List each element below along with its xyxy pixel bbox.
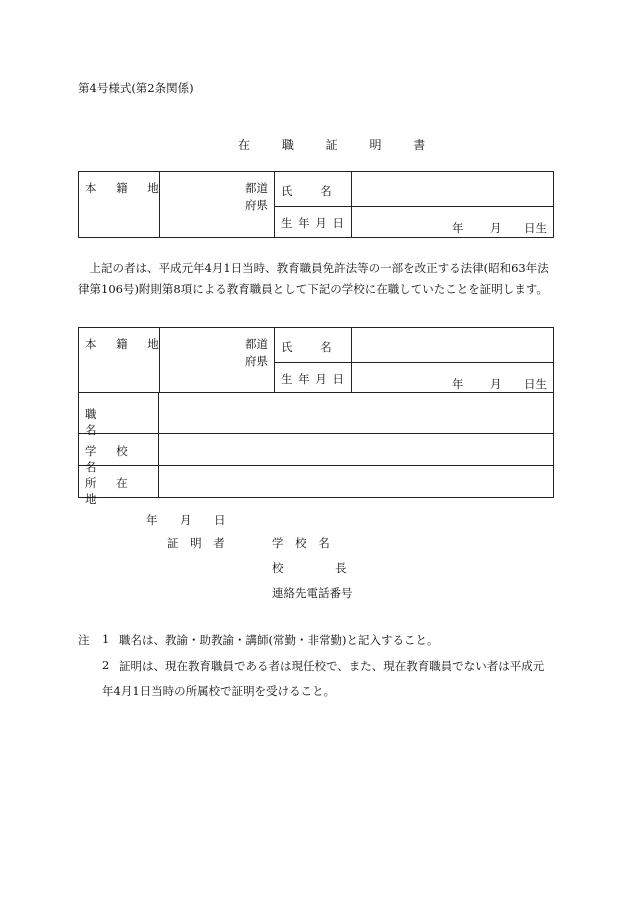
school-value-cell[interactable]	[159, 434, 554, 466]
name-label-cell-2	[275, 328, 352, 363]
column-divider	[159, 171, 160, 238]
birth-value-cell-2[interactable]	[352, 363, 554, 393]
school-label-cell	[79, 434, 159, 474]
job-value-cell[interactable]	[159, 393, 554, 434]
certification-statement: 上記の者は、平成元年4月1日当時、教育職員免許法等の一部を改正する法律(昭和63年法律第106号)附則第8項による教育職員として下記の学校に在職していたことを証明します。	[78, 261, 549, 296]
notes-prefix: 注	[78, 633, 90, 647]
job-label-cell	[79, 393, 159, 437]
certifier-label: 証 明 者	[167, 536, 229, 550]
birth-day-unit-2: 日生	[524, 377, 547, 391]
birth-year-unit-2: 年	[452, 377, 464, 391]
note-2-text-line2: 年4月1日当時の所属校で証明を受けること。	[102, 684, 336, 698]
location-value-cell[interactable]	[159, 466, 554, 498]
date-year: 年	[146, 513, 158, 527]
personal-info-table-2	[78, 327, 554, 506]
birth-day-unit: 日生	[524, 221, 547, 235]
name-label: 氏 名	[281, 184, 333, 198]
honseki-cell-2	[79, 328, 275, 393]
honseki-label-2: 本 籍 地	[85, 337, 167, 351]
name-label-2: 氏 名	[281, 340, 333, 354]
column-divider-2	[159, 327, 160, 393]
date-month: 月	[180, 513, 192, 527]
birth-label-cell-2	[275, 363, 352, 393]
note-1-text: 職名は、教諭・助教諭・講師(常勤・非常勤)と記入すること。	[119, 633, 439, 647]
prefecture-suffix-2: 都道 府県	[245, 337, 268, 368]
certifier-phone: 連絡先電話番号	[272, 586, 353, 600]
date-day: 日	[214, 513, 226, 527]
prefecture-suffix: 都道 府県	[245, 181, 268, 212]
job-label: 職 名	[85, 407, 141, 437]
honseki-cell	[79, 172, 275, 238]
note-2-text-line1: 証明は、現在教育職員である者は現任校で、また、現在教育職員でない者は平成元	[119, 659, 545, 673]
note-2-number: 2	[102, 658, 110, 672]
name-label-cell	[275, 172, 352, 207]
honseki-label: 本 籍 地	[85, 181, 167, 195]
name-value-cell[interactable]	[352, 172, 554, 207]
birth-month-unit: 月	[490, 221, 502, 235]
personal-info-table-1	[78, 171, 554, 238]
certifier-school: 学 校 名	[272, 536, 334, 550]
note-1-number: 1	[102, 632, 110, 646]
birth-month-unit-2: 月	[490, 377, 502, 391]
birth-label-cell	[275, 207, 352, 238]
document-title: 在 職 証 明 書	[238, 138, 440, 152]
birth-label-2: 生 年 月 日	[281, 372, 345, 386]
school-label: 学 校 名	[85, 444, 136, 474]
birth-value-cell[interactable]	[352, 207, 554, 238]
location-label: 所 在 地	[85, 476, 136, 506]
form-number: 第4号様式(第2条関係)	[78, 81, 194, 95]
certifier-principal: 校 長	[272, 561, 371, 575]
birth-year-unit: 年	[452, 221, 464, 235]
birth-label: 生 年 月 日	[281, 216, 345, 230]
name-value-cell-2[interactable]	[352, 328, 554, 363]
location-label-cell	[79, 466, 159, 506]
